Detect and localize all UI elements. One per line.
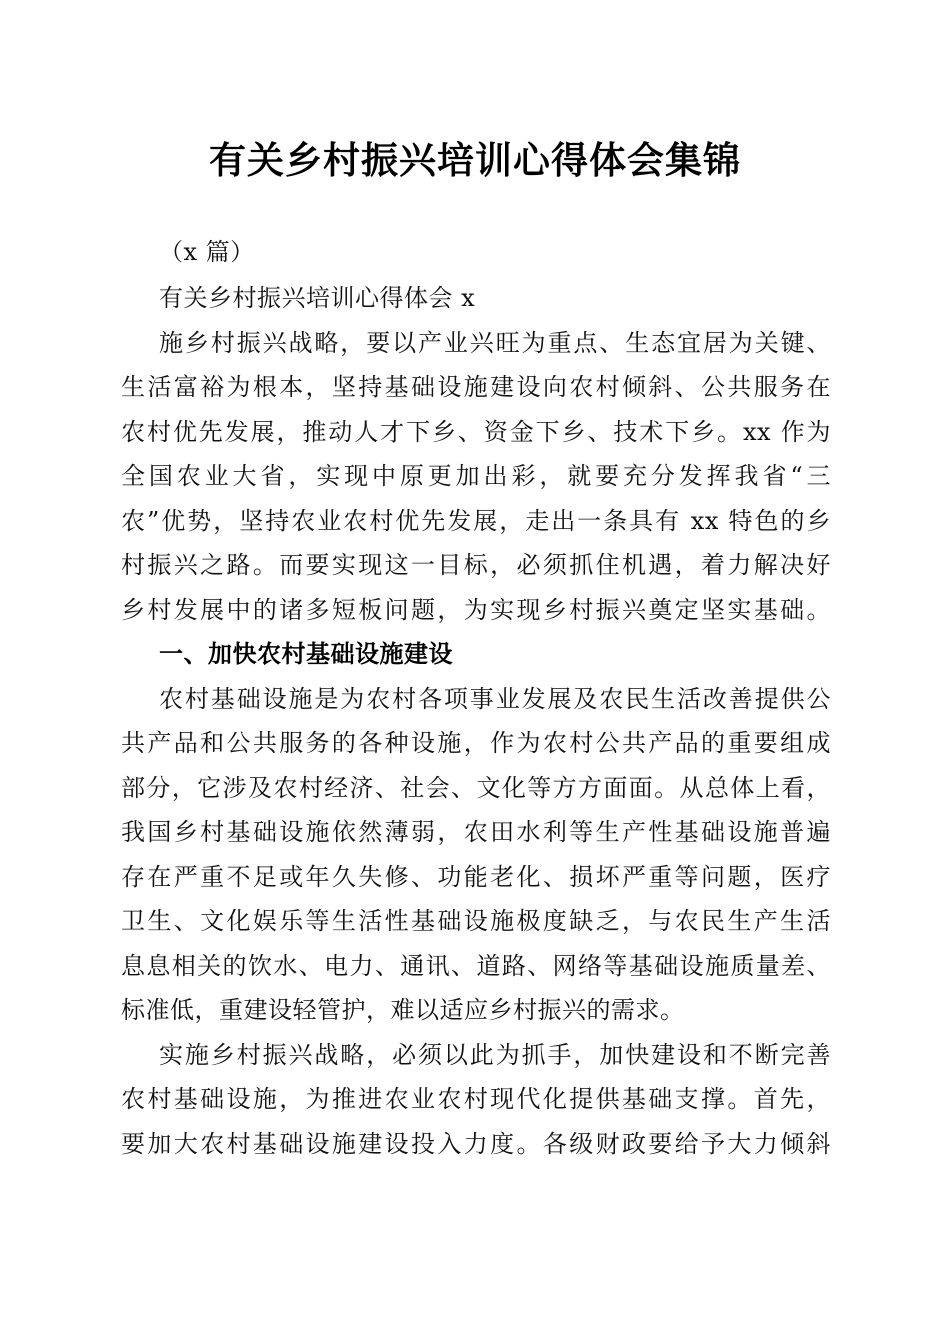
section-heading: 一、加快农村基础设施建设 — [159, 640, 453, 668]
paragraph-line: 农”优势，坚持农业农村优先发展，走出一条具有 xx 特色的乡 — [121, 507, 831, 535]
paragraph-line: 农村基础设施是为农村各项事业发展及农民生活改善提供公 — [159, 685, 831, 713]
paragraph-line: 存在严重不足或年久失修、功能老化、损坏严重等问题，医疗 — [121, 863, 831, 891]
paragraph-line: 实施乡村振兴战略，必须以此为抓手，加快建设和不断完善 — [159, 1041, 831, 1069]
paragraph-line: 乡村发展中的诸多短板问题，为实现乡村振兴奠定坚实基础。 — [121, 596, 831, 624]
paragraph-line: 农村基础设施，为推进农业农村现代化提供基础支撑。首先， — [121, 1085, 831, 1113]
paragraph-line: 标准低，重建设轻管护，难以适应乡村振兴的需求。 — [121, 996, 685, 1024]
paragraph-line: 卫生、文化娱乐等生活性基础设施极度缺乏，与农民生产生活 — [121, 907, 831, 935]
paragraph-line: 要加大农村基础设施建设投入力度。各级财政要给予大力倾斜 — [121, 1130, 831, 1158]
paragraph-line: 部分，它涉及农村经济、社会、文化等方方面面。从总体上看， — [121, 774, 831, 802]
paragraph-line: 农村优先发展，推动人才下乡、资金下乡、技术下乡。xx 作为 — [121, 418, 831, 446]
paragraph-line: 全国农业大省，实现中原更加出彩，就要充分发挥我省“三 — [121, 462, 831, 490]
paragraph-line: 生活富裕为根本，坚持基础设施建设向农村倾斜、公共服务在 — [121, 373, 831, 401]
subtitle: 有关乡村振兴培训心得体会 x — [159, 284, 476, 312]
document-title: 有关乡村振兴培训心得体会集锦 — [209, 138, 741, 182]
paragraph-line: 共产品和公共服务的各种设施，作为农村公共产品的重要组成 — [121, 729, 831, 757]
paragraph-line: 村振兴之路。而要实现这一目标，必须抓住机遇，着力解决好 — [121, 551, 831, 579]
paragraph-line: 息息相关的饮水、电力、通讯、道路、网络等基础设施质量差、 — [121, 952, 831, 980]
paragraph-line: 施乡村振兴战略，要以产业兴旺为重点、生态宜居为关键、 — [159, 329, 831, 357]
paragraph-line: 我国乡村基础设施依然薄弱，农田水利等生产性基础设施普遍 — [121, 818, 831, 846]
chapter-label: （x 篇） — [159, 238, 255, 266]
